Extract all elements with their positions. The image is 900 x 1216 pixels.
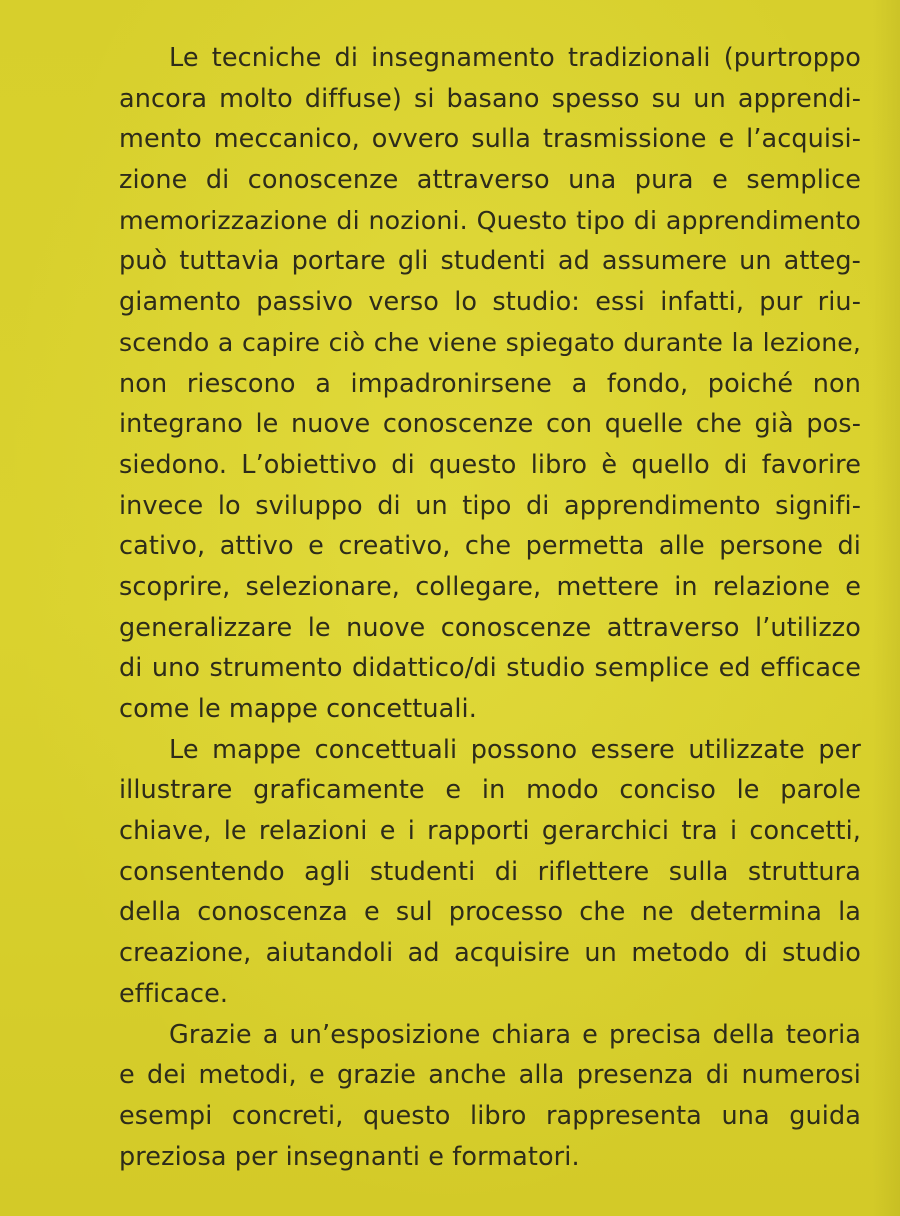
text-line: efficace.	[119, 978, 229, 1009]
text-line: e dei metodi, e grazie anche alla presenza di numerosi	[119, 1060, 861, 1091]
text-line: scendo a capire ciò che viene spiegato durante la lezione,	[119, 327, 861, 357]
text-line: può tuttavia portare gli studenti ad assumere un atteg-	[119, 246, 861, 277]
blurb-text	[119, 38, 861, 1177]
text-line: illustrare graficamente e in modo conciso le parole	[119, 775, 861, 806]
text-line: ancora molto diffuse) si basano spesso su un apprendi-	[119, 83, 861, 114]
paragraph-1	[119, 38, 861, 730]
text-line: preziosa per insegnanti e formatori.	[119, 1141, 580, 1172]
text-line: cativo, attivo e creativo, che permetta alle persone di	[119, 531, 861, 562]
paragraph-3	[119, 1015, 861, 1178]
text-line: creazione, aiutandoli ad acquisire un metodo di studio	[119, 938, 861, 969]
text-line: chiave, le relazioni e i rapporti gerarchici tra i concetti,	[119, 816, 861, 847]
text-line: mento meccanico, ovvero sulla trasmissione e l’acquisi-	[119, 124, 861, 155]
text-line: non riescono a impadronirsene a fondo, poiché non	[119, 368, 861, 399]
text-line: integrano le nuove conoscenze con quelle che già pos-	[119, 409, 861, 440]
text-line: Le tecniche di insegnamento tradizionali (purtroppo	[169, 43, 861, 73]
text-line: Le mappe concettuali possono essere utilizzate per	[169, 734, 861, 765]
text-line: generalizzare le nuove conoscenze attraverso l’utilizzo	[119, 612, 861, 643]
text-line: consentendo agli studenti di riflettere sulla struttura	[119, 856, 861, 887]
text-line: zione di conoscenze attraverso una pura e semplice	[119, 165, 861, 196]
text-line: giamento passivo verso lo studio: essi infatti, pur riu-	[119, 287, 861, 318]
text-line: invece lo sviluppo di un tipo di apprendimento signifi-	[119, 490, 861, 521]
page-edge-shadow	[872, 0, 900, 1216]
text-line: della conoscenza e sul processo che ne determina la	[119, 897, 861, 928]
text-line: come le mappe concettuali.	[119, 694, 477, 724]
paragraph-2	[119, 730, 861, 1015]
text-line: memorizzazione di nozioni. Questo tipo di apprendimento	[119, 205, 861, 235]
text-line: Grazie a un’esposizione chiara e precisa della teoria	[169, 1019, 861, 1050]
text-line: scoprire, selezionare, collegare, mettere in relazione e	[119, 571, 861, 602]
text-line: di uno strumento didattico/di studio semplice ed efficace	[119, 653, 861, 684]
text-line: siedono. L’obiettivo di questo libro è quello di favorire	[119, 449, 861, 480]
text-line: esempi concreti, questo libro rappresenta una guida	[119, 1100, 861, 1131]
